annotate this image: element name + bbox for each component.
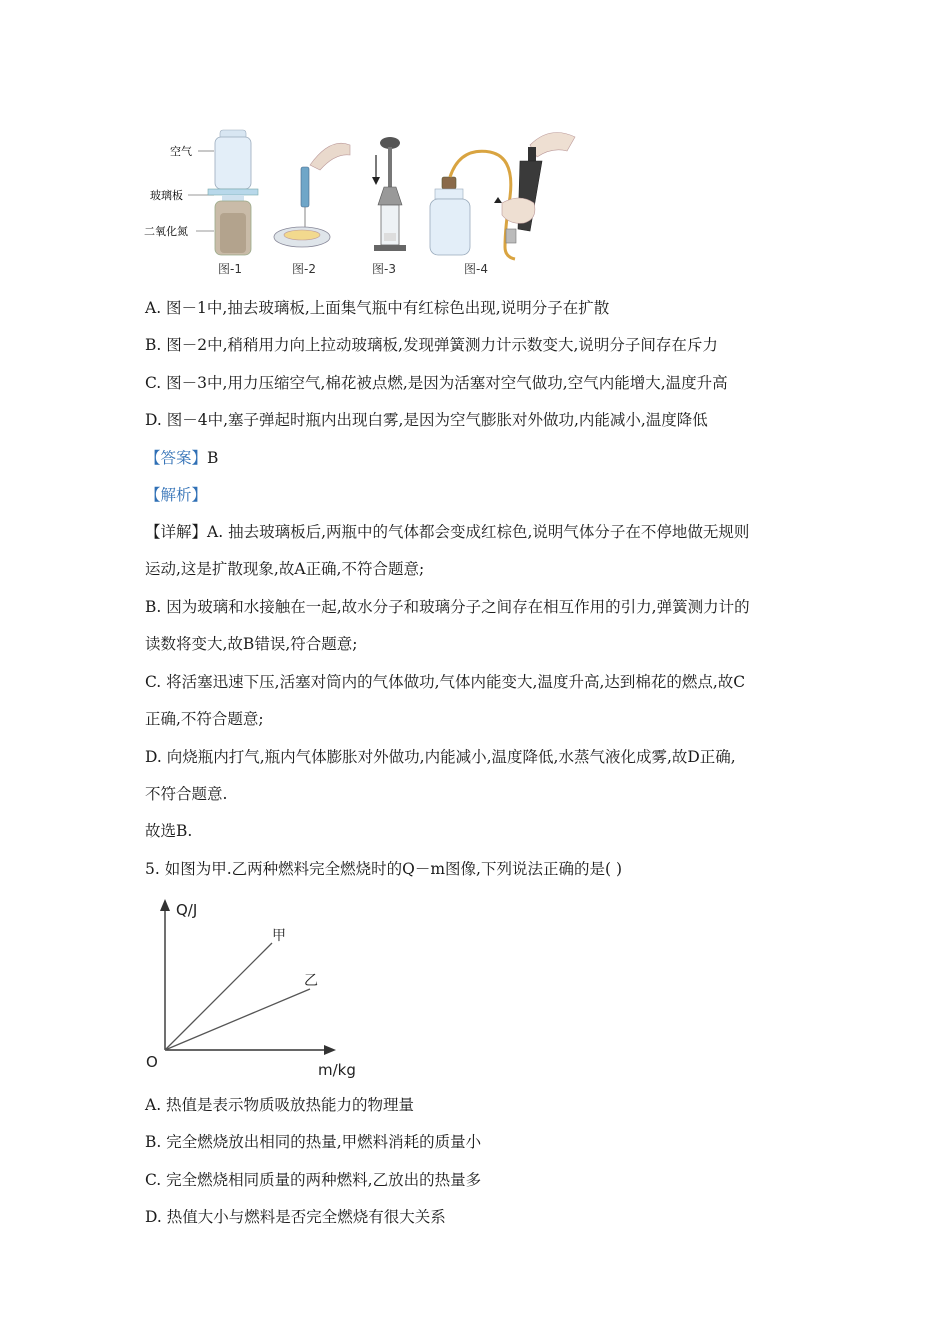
detail-line-1	[145, 522, 749, 542]
caption-fig1: 图-1	[218, 262, 242, 276]
q-m-chart	[140, 895, 370, 1085]
series-jia-label: 甲	[272, 928, 286, 944]
label-glass: 玻璃板	[150, 189, 183, 202]
q4-option-d: D. 图－4中,塞子弹起时瓶内出现白雾,是因为空气膨胀对外做功,内能减小,温度降低	[145, 411, 708, 429]
experiment-figures	[144, 125, 590, 285]
answer-value: B	[207, 449, 219, 467]
fig2-spring-scale	[274, 143, 350, 276]
answer-tag: 【答案】	[145, 449, 208, 467]
q5-option-d: D. 热值大小与燃料是否完全燃烧有很大关系	[145, 1208, 446, 1226]
y-axis-label: Q/J	[176, 901, 198, 919]
series-yi-line	[165, 989, 310, 1050]
caption-fig4: 图-4	[464, 262, 488, 276]
x-axis-label: m/kg	[318, 1061, 356, 1079]
label-air: 空气	[170, 145, 192, 158]
caption-fig2: 图-2	[292, 262, 316, 276]
detail-line-7: D. 向烧瓶内打气,瓶内气体膨胀对外做功,内能减小,温度降低,水蒸气液化成雾,故D正确,	[145, 748, 736, 766]
analysis-tag: 【解析】	[145, 486, 208, 504]
detail-line-8: 不符合题意.	[145, 785, 228, 803]
detail-line-9: 故选B.	[145, 822, 193, 840]
detail-line-3: B. 因为玻璃和水接触在一起,故水分子和玻璃分子之间存在相互作用的引力,弹簧测力计的	[145, 598, 750, 616]
origin-label: O	[146, 1053, 158, 1071]
q4-option-b: B. 图－2中,稍稍用力向上拉动玻璃板,发现弹簧测力计示数变大,说明分子间存在斥力	[145, 336, 718, 354]
fig4-flask-pump	[430, 133, 575, 277]
detail-tag: 【详解】	[145, 523, 208, 541]
series-jia-line	[165, 943, 272, 1050]
fig1-jars	[144, 130, 258, 276]
y-axis-arrow	[160, 899, 170, 911]
detail-line-2: 运动,这是扩散现象,故A正确,不符合题意;	[145, 560, 425, 578]
series-yi-label: 乙	[304, 973, 318, 989]
q5-option-b: B. 完全燃烧放出相同的热量,甲燃料消耗的质量小	[145, 1133, 482, 1151]
detail-line-6: 正确,不符合题意;	[145, 710, 264, 728]
fig3-compression-cylinder	[372, 137, 406, 276]
detail-line-5: C. 将活塞迅速下压,活塞对筒内的气体做功,气体内能变大,温度升高,达到棉花的燃点,故C	[145, 673, 746, 691]
q5-stem: 5. 如图为甲.乙两种燃料完全燃烧时的Q－m图像,下列说法正确的是( )	[145, 860, 622, 878]
q5-option-a: A. 热值是表示物质吸放热能力的物理量	[145, 1096, 415, 1114]
label-no2: 二氧化氮	[144, 225, 188, 238]
caption-fig3: 图-3	[372, 262, 396, 276]
detail-text-1: A. 抽去玻璃板后,两瓶中的气体都会变成红棕色,说明气体分子在不停地做无规则	[207, 523, 750, 541]
x-axis-arrow	[324, 1045, 336, 1055]
q4-answer	[145, 448, 218, 468]
q5-option-c: C. 完全燃烧相同质量的两种燃料,乙放出的热量多	[145, 1171, 482, 1189]
q4-option-c: C. 图－3中,用力压缩空气,棉花被点燃,是因为活塞对空气做功,空气内能增大,温度升高	[145, 374, 728, 392]
detail-line-4: 读数将变大,故B错误,符合题意;	[145, 635, 358, 653]
q4-option-a: A. 图－1中,抽去玻璃板,上面集气瓶中有红棕色出现,说明分子在扩散	[145, 299, 610, 317]
